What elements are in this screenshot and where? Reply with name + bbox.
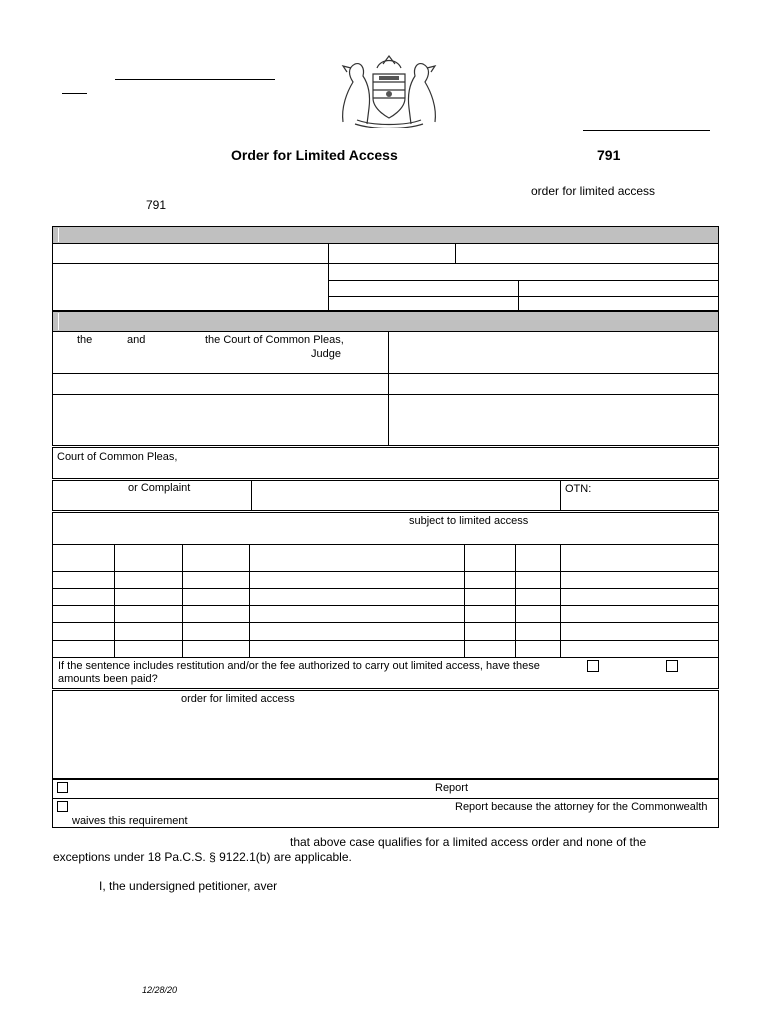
report-label-1: Report xyxy=(435,782,469,794)
divider xyxy=(518,280,519,311)
form-title: Order for Limited Access xyxy=(231,147,398,163)
table-row xyxy=(52,571,719,572)
table-row xyxy=(52,640,719,641)
revision-date: 12/28/20 xyxy=(142,985,178,995)
subject-row xyxy=(52,512,719,545)
divider xyxy=(560,480,561,511)
section-band-1 xyxy=(52,226,719,244)
report-row-1 xyxy=(52,779,719,799)
report-checkbox-2[interactable] xyxy=(57,801,68,812)
band-tick-1 xyxy=(58,228,59,242)
order-box[interactable] xyxy=(52,690,719,779)
restitution-yes-checkbox[interactable] xyxy=(587,660,599,672)
divider xyxy=(388,331,389,445)
row-line xyxy=(328,296,719,297)
divider xyxy=(455,243,456,264)
intro-rule-number: 791 xyxy=(146,198,167,212)
divider xyxy=(251,480,252,511)
address-block[interactable] xyxy=(52,263,719,311)
court-ccp: the Court of Common Pleas, xyxy=(205,334,344,346)
averment-line-1: that above case qualifies for a limited access order and none of the xyxy=(290,835,647,849)
table-row xyxy=(52,622,719,623)
table-row xyxy=(52,605,719,606)
court-judge: Judge xyxy=(311,348,341,360)
band-tick-2 xyxy=(58,313,59,330)
header-blank-right[interactable] xyxy=(583,130,710,131)
row-line xyxy=(52,394,719,395)
table-col xyxy=(249,544,250,658)
restitution-question-2: amounts been paid? xyxy=(58,673,158,685)
complaint-label: or Complaint xyxy=(128,482,191,494)
section-band-2 xyxy=(52,311,719,332)
coat-of-arms-seal xyxy=(333,52,445,128)
ccp-label: Court of Common Pleas, xyxy=(57,451,178,463)
court-the: the xyxy=(77,334,93,346)
petitioner-averment: I, the undersigned petitioner, aver xyxy=(99,879,278,893)
averment-line-2: exceptions under 18 Pa.C.S. § 9122.1(b) are applicable. xyxy=(53,850,352,864)
table-col xyxy=(560,544,561,658)
form-number: 791 xyxy=(597,147,621,163)
report-checkbox-1[interactable] xyxy=(57,782,68,793)
restitution-question-1: If the sentence includes restitution and/or the fee authorized to carry out limited access, have these xyxy=(58,660,540,672)
court-block xyxy=(52,331,719,446)
report-label-2-cont: waives this requirement xyxy=(72,815,188,827)
subject-text: subject to limited access xyxy=(409,515,529,527)
order-box-label: order for limited access xyxy=(181,693,295,705)
row-line xyxy=(328,280,719,281)
table-col xyxy=(464,544,465,658)
court-and: and xyxy=(127,334,146,346)
table-col xyxy=(182,544,183,658)
otn-label: OTN: xyxy=(565,483,592,495)
header-blank-long[interactable] xyxy=(115,79,275,80)
row-line xyxy=(52,373,719,374)
report-label-2: Report because the attorney for the Commonwealth xyxy=(455,801,708,813)
table-col xyxy=(114,544,115,658)
header-blank-short[interactable] xyxy=(62,93,87,94)
table-col xyxy=(515,544,516,658)
restitution-no-checkbox[interactable] xyxy=(666,660,678,672)
intro-order-text: order for limited access xyxy=(531,184,656,198)
petitioner-info-row xyxy=(52,243,719,264)
table-row xyxy=(52,588,719,589)
